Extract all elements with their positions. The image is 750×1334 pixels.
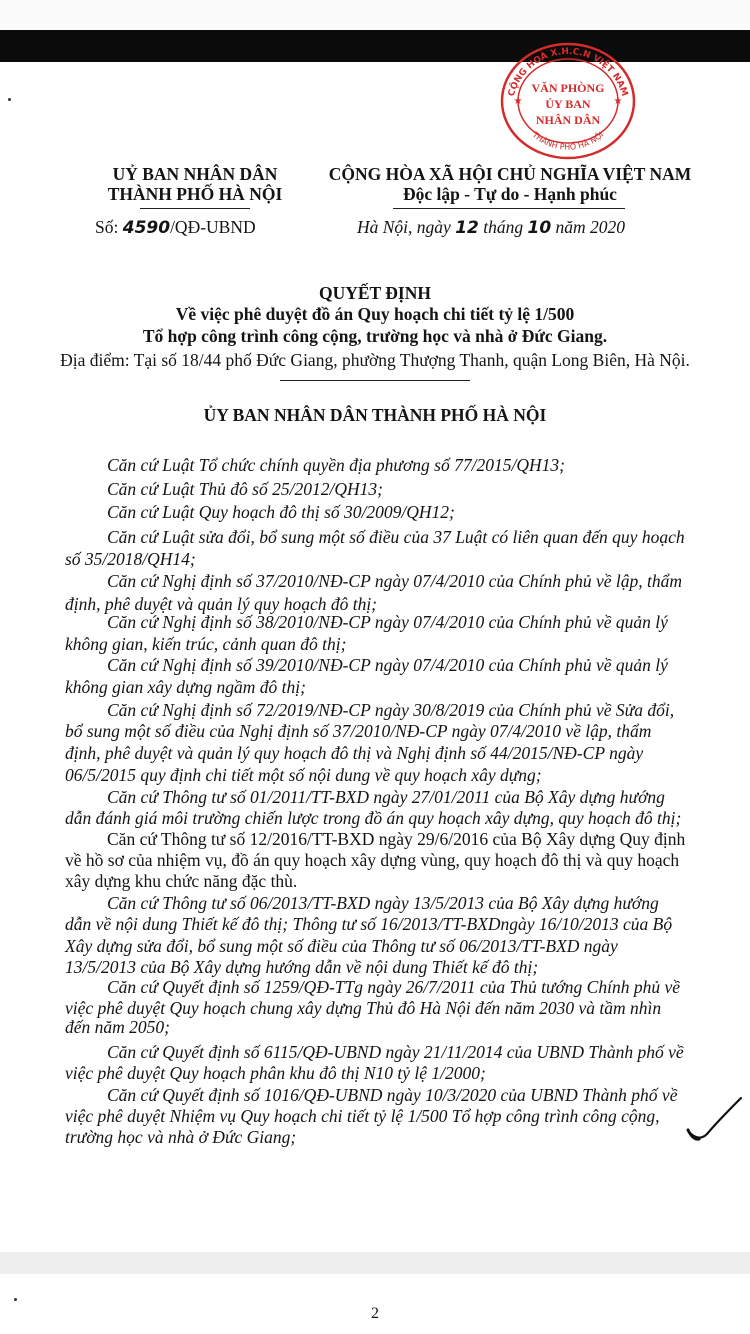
body-line: Căn cứ Luật Tổ chức chính quyền địa phương số 77/2015/QH13; [107, 455, 565, 475]
body-line: trường học và nhà ở Đức Giang; [65, 1127, 297, 1147]
body-line: số 35/2018/QH14; [65, 549, 196, 569]
date-day: 12 [455, 218, 479, 238]
nation-motto: Độc lập - Tự do - Hạnh phúc [403, 184, 617, 204]
body-line: định, phê duyệt và quản lý quy hoạch đô thị và Nghị định số 44/2015/NĐ-CP ngày [65, 743, 644, 763]
seal-line3: NHÂN DÂN [535, 113, 601, 127]
seal-star-left-icon: ★ [513, 96, 523, 107]
body-line: Căn cứ Thông tư số 12/2016/TT-BXD ngày 29/6/2016 của Bộ Xây dựng Quy định [107, 829, 686, 849]
body-line: việc phê duyệt Quy hoạch phân khu đô thị N10 tỷ lệ 1/2000; [65, 1063, 486, 1083]
number-suffix: /QĐ-UBND [170, 217, 256, 237]
body-line: 06/5/2015 quy định chi tiết một số nội dung về quy hoạch xây dựng; [65, 765, 542, 785]
body-line: việc phê duyệt Nhiệm vụ Quy hoạch chi tiết tỷ lệ 1/500 Tổ hợp công trình công cộng, [65, 1106, 660, 1126]
nation-title: CỘNG HÒA XÃ HỘI CHỦ NGHĨA VIỆT NAM [328, 164, 692, 184]
speck [8, 98, 11, 101]
office-seal [498, 40, 638, 162]
body-line: không gian xây dựng ngầm đô thị; [65, 677, 306, 697]
date-month-label: tháng [483, 217, 524, 237]
seal-outer-top-text: CỘNG HOÀ X.H.C.N VIỆT NAM [506, 46, 630, 98]
date-month: 10 [527, 218, 552, 238]
body-line: Căn cứ Thông tư số 06/2013/TT-BXD ngày 13/5/2013 của Bộ Xây dựng hướng [107, 893, 659, 913]
decision-number [95, 217, 256, 238]
body-line: định, phê duyệt và quản lý quy hoạch đô thị; [65, 594, 378, 614]
location-line: Địa điểm: Tại số 18/44 phố Đức Giang, phường Thượng Thanh, quận Long Biên, Hà Nội. [60, 350, 690, 370]
seal-line2: ỦY BAN [545, 97, 591, 111]
signature-mark-icon [685, 1090, 745, 1150]
page-number: 2 [371, 1305, 379, 1322]
body-line: không gian, kiến trúc, cảnh quan đô thị; [65, 634, 347, 654]
body-line: về hồ sơ của nhiệm vụ, đồ án quy hoạch xây dựng vùng, quy hoạch đô thị và quy hoạch [65, 850, 680, 870]
seal-outer-bottom-text: THÀNH PHỐ HÀ NỘI [530, 130, 606, 152]
authority-heading: ỦY BAN NHÂN DÂN THÀNH PHỐ HÀ NỘI [203, 405, 547, 425]
body-line: Căn cứ Nghị định số 39/2010/NĐ-CP ngày 07/4/2010 của Chính phủ về quản lý [107, 655, 668, 675]
body-line: Căn cứ Nghị định số 72/2019/NĐ-CP ngày 30/8/2019 của Chính phủ về Sửa đổi, [107, 700, 675, 720]
page-gap [0, 1252, 750, 1274]
body-line: Căn cứ Nghị định số 38/2010/NĐ-CP ngày 07/4/2010 của Chính phủ về quản lý [107, 612, 668, 632]
seal-line1: VĂN PHÒNG [531, 81, 605, 95]
decision-date [357, 217, 625, 238]
body-line: Xây dựng sửa đổi, bổ sung một số điều của Thông tư số 06/2013/TT-BXD ngày [65, 936, 618, 956]
body-line: 13/5/2013 của Bộ Xây dựng hướng dẫn về nội dung Thiết kế đô thị; [65, 957, 539, 977]
body-line: dẫn đánh giá môi trường chiến lược trong đồ án quy hoạch xây dựng, quy hoạch đô thị; [65, 808, 682, 828]
body-line: Căn cứ Nghị định số 37/2010/NĐ-CP ngày 07/4/2010 của Chính phủ về lập, thẩm [107, 571, 683, 591]
body-line: Căn cứ Thông tư số 01/2011/TT-BXD ngày 27/01/2011 của Bộ Xây dựng hướng [107, 787, 665, 807]
body-line: đến năm 2050; [65, 1017, 170, 1037]
body-line: bổ sung một số điều của Nghị định số 37/2010/NĐ-CP ngày 07/4/2010 về lập, thẩm [65, 721, 652, 741]
issuer-underline [140, 208, 250, 209]
decision-heading: QUYẾT ĐỊNH [319, 283, 431, 303]
body-line: Căn cứ Quyết định số 6115/QĐ-UBND ngày 21/11/2014 của UBND Thành phố về [107, 1042, 684, 1062]
subject-line2: Tổ hợp công trình công cộng, trường học và nhà ở Đức Giang. [142, 326, 608, 346]
title-underline [280, 380, 470, 381]
body-line: Căn cứ Luật Quy hoạch đô thị số 30/2009/QH12; [107, 502, 455, 522]
date-prefix: Hà Nội, ngày [357, 217, 451, 237]
number-prefix: Số: [95, 217, 119, 237]
issuer-line1: UỶ BAN NHÂN DÂN [112, 164, 278, 184]
date-year: năm 2020 [555, 217, 626, 237]
body-line: dẫn về nội dung Thiết kế đô thị; Thông tư số 16/2013/TT-BXDngày 16/10/2013 của Bộ [65, 914, 673, 934]
seal-star-right-icon: ★ [613, 96, 623, 107]
motto-underline [393, 208, 625, 209]
subject-line1: Về việc phê duyệt đồ án Quy hoạch chi tiết tỷ lệ 1/500 [175, 304, 575, 324]
body-line: Căn cứ Quyết định số 1016/QĐ-UBND ngày 10/3/2020 của UBND Thành phố về [107, 1085, 678, 1105]
body-line: Căn cứ Luật sửa đổi, bổ sung một số điều của 37 Luật có liên quan đến quy hoạch [107, 527, 685, 547]
speck [14, 1298, 17, 1301]
number-value: 4590 [122, 218, 171, 238]
issuer-line2: THÀNH PHỐ HÀ NỘI [107, 184, 283, 204]
body-line: Căn cứ Quyết định số 1259/QĐ-TTg ngày 26/7/2011 của Thủ tướng Chính phủ về [107, 977, 681, 997]
next-page [0, 1274, 750, 1334]
body-line: Căn cứ Luật Thủ đô số 25/2012/QH13; [107, 479, 383, 499]
body-line: xây dựng khu chức năng đặc thù. [65, 871, 298, 891]
body-line: việc phê duyệt Quy hoạch chung xây dựng Thủ đô Hà Nội đến năm 2030 và tầm nhìn [65, 998, 662, 1018]
